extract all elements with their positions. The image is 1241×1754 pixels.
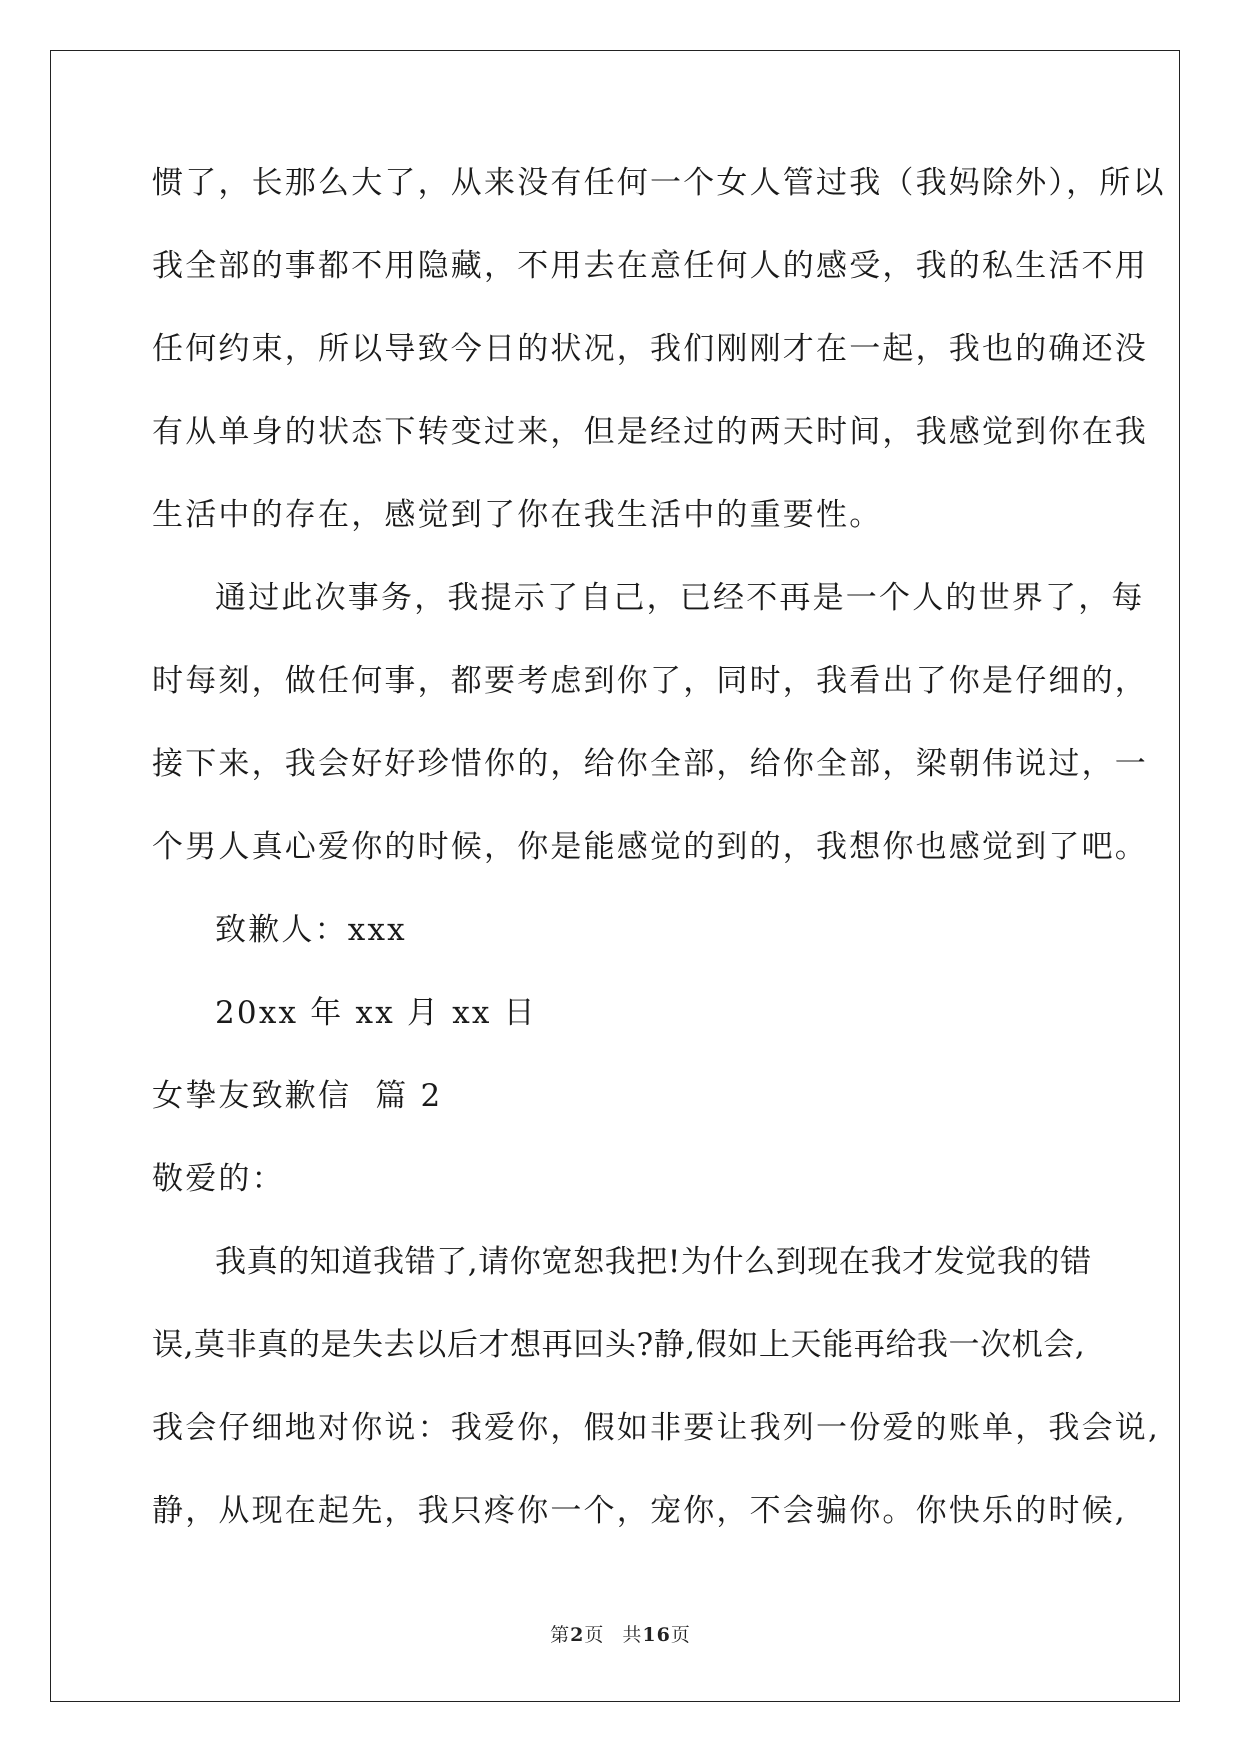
salutation: 敬爱的： (152, 1161, 285, 1197)
paragraph-line: 误,莫非真的是失去以后才想再回头?静,假如上天能再给我一次机会, (152, 1327, 1086, 1363)
total-suffix: 页 (670, 1624, 691, 1646)
paragraph-line: 静，从现在起先，我只疼你一个，宠你，不会骗你。你快乐的时候, (152, 1493, 1127, 1529)
signature-line: 致歉人：xxx (215, 912, 407, 948)
page-total: 16 (642, 1624, 671, 1646)
paragraph-line: 我全部的事都不用隐藏，不用去在意任何人的感受，我的私生活不用 (152, 248, 1148, 284)
paragraph-line: 我真的知道我错了,请你宽恕我把!为什么到现在我才发觉我的错 (215, 1244, 1092, 1280)
page-suffix: 页 (584, 1624, 605, 1646)
page-current: 2 (570, 1624, 585, 1646)
date-line: 20xx 年 xx 月 xx 日 (215, 995, 537, 1031)
page-footer (0, 1620, 1241, 1647)
document-body (152, 158, 1166, 1569)
paragraph-line: 惯了，长那么大了，从来没有任何一个女人管过我（我妈除外），所以 (152, 165, 1166, 201)
paragraph-line: 有从单身的状态下转变过来，但是经过的两天时间，我感觉到你在我 (152, 414, 1148, 450)
page-prefix: 第 (550, 1624, 571, 1646)
paragraph-line: 时每刻，做任何事，都要考虑到你了，同时，我看出了你是仔细的， (152, 663, 1148, 699)
paragraph-line: 通过此次事务，我提示了自己，已经不再是一个人的世界了，每 (215, 580, 1145, 616)
paragraph-line: 生活中的存在，感觉到了你在我生活中的重要性。 (152, 497, 883, 533)
paragraph-line: 任何约束，所以导致今日的状况，我们刚刚才在一起，我也的确还没 (152, 331, 1148, 367)
paragraph-line: 接下来，我会好好珍惜你的，给你全部，给你全部，梁朝伟说过，一 (152, 746, 1148, 782)
section-heading: 女挚友致歉信 篇 2 (152, 1078, 443, 1114)
total-prefix: 共 (622, 1624, 643, 1646)
paragraph-line: 我会仔细地对你说：我爱你，假如非要让我列一份爱的账单，我会说, (152, 1410, 1161, 1446)
paragraph-line: 个男人真心爱你的时候，你是能感觉的到的，我想你也感觉到了吧。 (152, 829, 1148, 865)
